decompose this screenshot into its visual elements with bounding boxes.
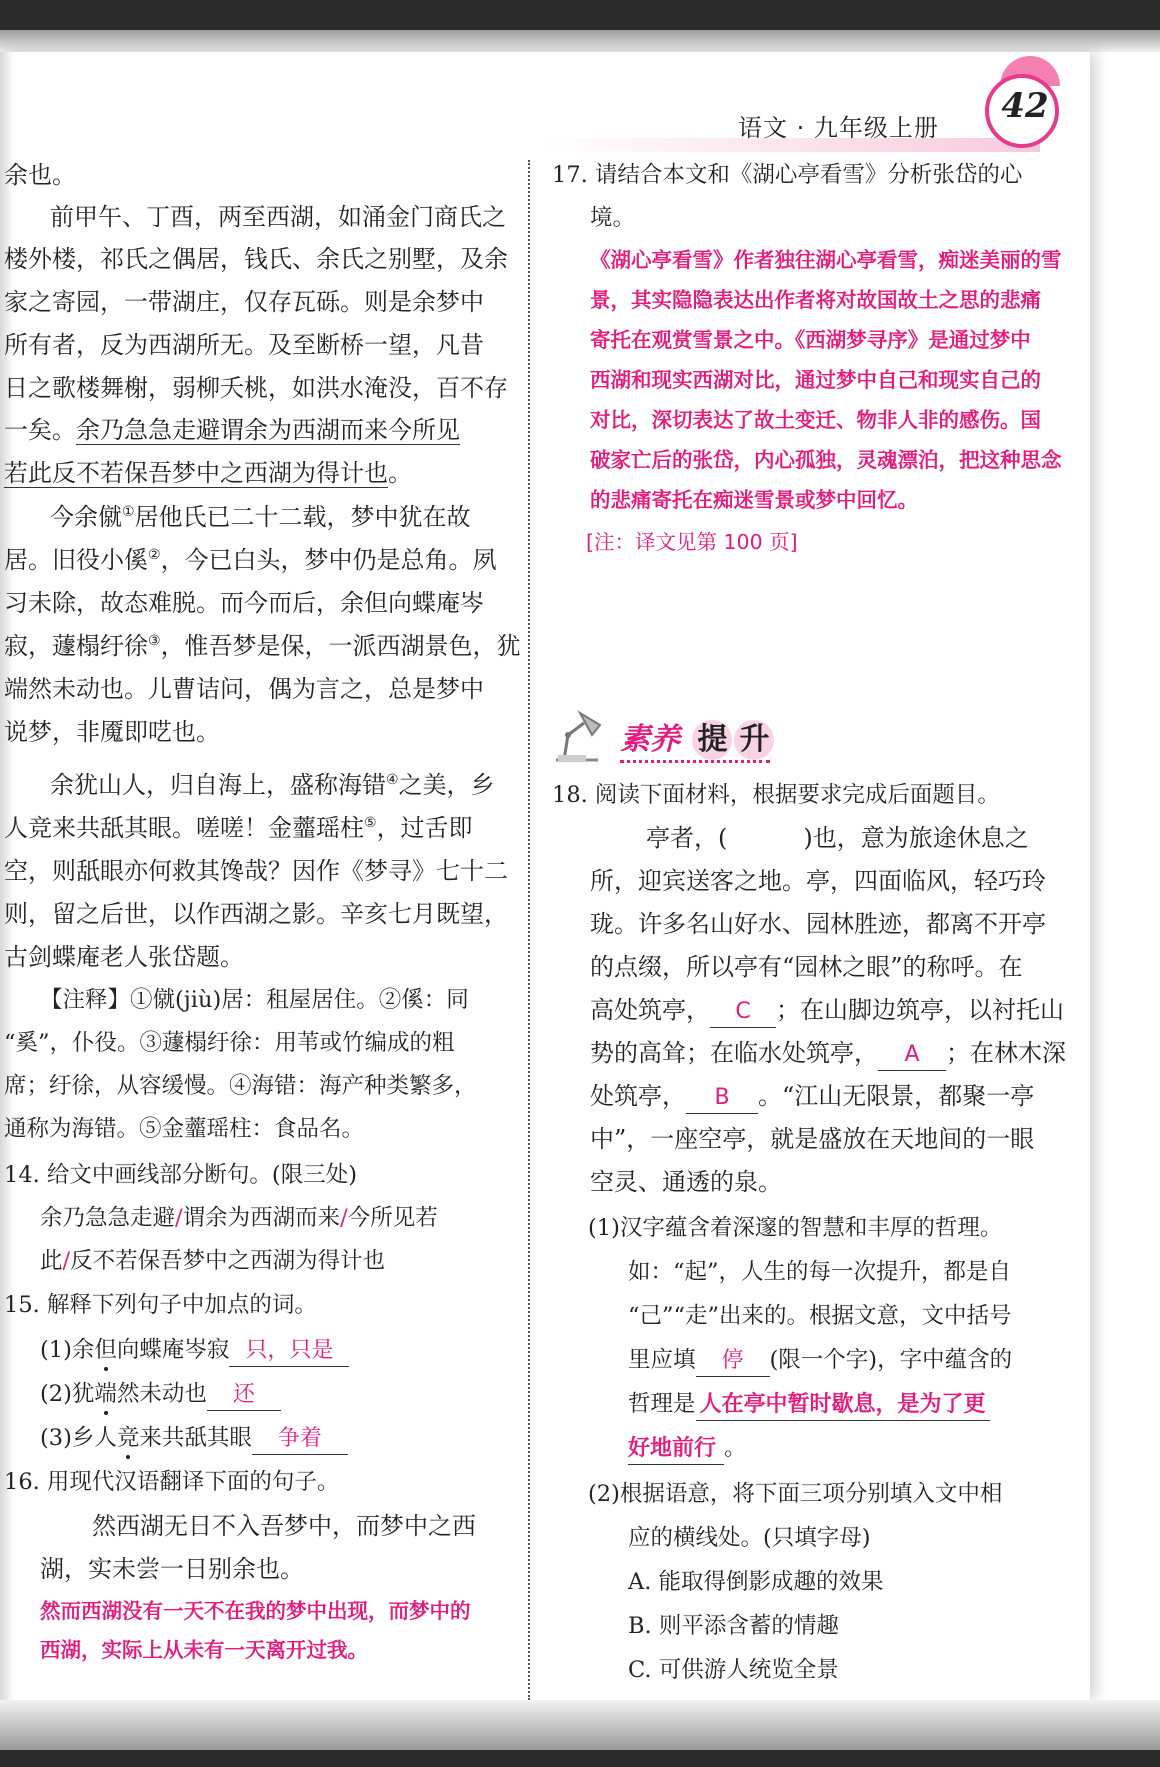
passage-line: 所，迎宾送客之地。亭，四面临风，轻巧玲 [590, 867, 1046, 895]
break-mark: / [175, 1205, 183, 1231]
text-line: 所有者，反为西湖所无。及至断桥一望，凡昔 [4, 331, 484, 359]
q17-answer: 《湖心亭看雪》作者独往湖心亭看雪，痴迷美丽的雪 [590, 248, 1062, 272]
q15-item: (1)余但向蝶庵岑寂 只，只是 [40, 1335, 349, 1367]
subquestion-1: 好地前行 。 [628, 1433, 747, 1465]
question-16: 16. 用现代汉语翻译下面的句子。 [4, 1469, 340, 1495]
heading-underline [620, 760, 770, 763]
passage-line: 亭者，( )也，意为旅途休息之 [646, 824, 1029, 852]
dotted-word: 但 [94, 1337, 117, 1363]
answer-blank: B [686, 1083, 758, 1114]
passage-line: 空灵、通透的泉。 [590, 1168, 782, 1196]
text-line: 楼外楼，祁氏之偶居，钱氏、余氏之别墅，及余 [4, 245, 508, 273]
q16-sentence: 湖，实未尝一日别余也。 [40, 1555, 304, 1583]
text-line: 说梦，非魇即呓也。 [4, 718, 220, 746]
question-15: 15. 解释下列句子中加点的词。 [4, 1292, 317, 1318]
q16-sentence: 然西湖无日不入吾梦中，而梦中之西 [92, 1512, 476, 1540]
q15-item: (2)犹端然未动也 还 [40, 1379, 281, 1411]
page-shadow-bottom [0, 1700, 1160, 1750]
text-line: 空，则舐眼亦何救其馋哉？因作《梦寻》七十二 [4, 857, 508, 885]
page-number: 42 [1001, 86, 1049, 126]
passage-line: 高处筑亭， C ；在山脚边筑亭，以衬托山 [590, 995, 1064, 1028]
option-a: A. 能取得倒影成趣的效果 [628, 1569, 884, 1595]
text-line: 日之歌楼舞榭，弱柳夭桃，如洪水淹没，百不存 [4, 374, 508, 402]
text-line: 端然未动也。儿曹诘问，偶为言之，总是梦中 [4, 675, 484, 703]
dotted-word: 竞 [116, 1425, 140, 1451]
subquestion-1: 如：“起”，人生的每一次提升，都是自 [628, 1259, 1012, 1285]
text-line: 人竞来共舐其眼。嗟嗟！金虀瑶柱⑤，过舌即 [4, 814, 473, 842]
annotation-line: 【注释】①僦(jiù)居：租屋居住。②傒：同 [40, 987, 469, 1013]
text-line: 则，留之后世，以作西湖之影。辛亥七月既望， [4, 900, 508, 928]
answer-blank: 还 [207, 1380, 281, 1411]
footnote-marker: ③ [148, 633, 161, 649]
footnote-marker: ⑤ [364, 815, 377, 831]
viewer-bottom-bar [0, 1750, 1160, 1767]
q17-answer: 对比，深切表达了故土变迁、物非人非的感伤。国 [590, 408, 1041, 432]
q17-answer: 景，其实隐隐表达出作者将对故国故土之思的悲痛 [590, 288, 1041, 312]
q17-answer: 破家亡后的张岱，内心孤独，灵魂漂泊，把这种思念 [590, 448, 1062, 472]
text-line: 古剑蝶庵老人张岱题。 [4, 943, 244, 971]
running-header: 语文 · 九年级上册 [738, 114, 939, 142]
text-line: 若此反不若保吾梦中之西湖为得计也。 [4, 459, 412, 487]
translation-note: [注：译文见第 100 页] [586, 530, 798, 554]
underlined-passage: 余乃急急走避谓余为西湖而来今所见 [76, 416, 460, 444]
answer-blank: 人在亭中暂时歇息，是为了更 [696, 1390, 990, 1421]
q15-item: (3)乡人竞来共舐其眼 争着 [40, 1423, 348, 1455]
text-line: 一矣。余乃急急走避谓余为西湖而来今所见 [4, 416, 460, 444]
passage-line: 势的高耸；在临水处筑亭， A ；在林木深 [590, 1038, 1066, 1071]
option-b: B. 则平添含蓄的情趣 [628, 1613, 839, 1639]
underlined-passage: 若此反不若保吾梦中之西湖为得计也 [4, 459, 388, 487]
answer-blank: 停 [696, 1346, 770, 1377]
viewer-top-bar [0, 0, 1160, 30]
subquestion-2: 应的横线处。(只填字母) [628, 1525, 871, 1551]
answer-blank: 只，只是 [229, 1336, 349, 1367]
q14-answer-line: 余乃急急走避/谓余为西湖而来/今所见若 [40, 1205, 438, 1231]
answer-blank: 争着 [252, 1424, 348, 1455]
question-18: 18. 阅读下面材料，根据要求完成后面题目。 [552, 782, 1000, 808]
subquestion-1: (1)汉字蕴含着深邃的智慧和丰厚的哲理。 [588, 1215, 1003, 1241]
q17-answer: 的悲痛寄托在痴迷雪景或梦中回忆。 [590, 488, 918, 512]
text-line: 居。旧役小傒②，今已白头，梦中仍是总角。夙 [4, 546, 497, 574]
text-line: 前甲午、丁酉，两至西湖，如涌金门商氏之 [50, 203, 506, 231]
page-shadow-top [0, 30, 1160, 52]
question-14: 14. 给文中画线部分断句。(限三处) [4, 1162, 357, 1188]
answer-blank: C [710, 997, 776, 1028]
subquestion-1: “己”“走”出来的。根据文意，文中括号 [628, 1303, 1012, 1329]
annotation-line: 通称为海错。⑤金虀瑶柱：食品名。 [4, 1116, 365, 1142]
subquestion-1: 里应填 停 (限一个字)，字中蕴含的 [628, 1345, 1012, 1377]
text-line: 余也。 [4, 161, 76, 189]
section-heading: 素养 提 升 [620, 720, 774, 760]
break-mark: / [62, 1248, 71, 1274]
dotted-word: 端 [94, 1381, 117, 1407]
lamp-icon [546, 705, 608, 765]
q16-answer: 西湖，实际上从未有一天离开过我。 [40, 1638, 368, 1662]
text-line: 习未除，故态难脱。而今而后，余但向蝶庵岑 [4, 589, 484, 617]
q16-answer: 然而西湖没有一天不在我的梦中出现，而梦中的 [40, 1599, 471, 1623]
text-line: 寂，蘧榻纡徐③，惟吾梦是保，一派西湖景色，犹 [4, 632, 521, 660]
q14-answer-line: 此/反不若保吾梦中之西湖为得计也 [40, 1248, 386, 1274]
answer-blank: A [878, 1040, 946, 1071]
column-divider [528, 160, 530, 1700]
text-line: 今余僦①居他氏已二十二载，梦中犹在故 [50, 503, 471, 531]
footnote-marker: ① [122, 504, 135, 520]
footnote-marker: ④ [386, 772, 399, 788]
option-c: C. 可供游人统览全景 [628, 1657, 839, 1683]
subquestion-1: 哲理是 人在亭中暂时歇息，是为了更 [628, 1389, 990, 1421]
passage-line: 的点缀，所以亭有“园林之眼”的称呼。在 [590, 953, 1023, 981]
annotation-line: “奚”，仆役。③蘧榻纡徐：用苇或竹编成的粗 [4, 1030, 455, 1056]
text-line: 家之寄园，一带湖庄，仅存瓦砾。则是余梦中 [4, 288, 484, 316]
break-mark: / [340, 1205, 348, 1231]
answer-blank: 好地前行 [628, 1434, 724, 1465]
q17-answer: 西湖和现实西湖对比，通过梦中自己和现实自己的 [590, 368, 1041, 392]
subquestion-2: (2)根据语意，将下面三项分别填入文中相 [588, 1481, 1003, 1507]
q17-answer: 寄托在观赏雪景之中。《西湖梦寻序》是通过梦中 [590, 328, 1031, 352]
passage-line: 珑。许多名山好水、园林胜迹，都离不开亭 [590, 910, 1046, 938]
passage-line: 处筑亭， B 。“江山无限景，都聚一亭 [590, 1081, 1034, 1114]
question-17: 17. 请结合本文和《湖心亭看雪》分析张岱的心 [552, 162, 1023, 188]
question-17: 境。 [590, 205, 636, 231]
annotation-line: 席；纡徐，从容缓慢。④海错：海产种类繁多， [4, 1073, 477, 1099]
footnote-marker: ② [148, 547, 161, 563]
passage-line: 中”，一座空亭，就是盛放在天地间的一眼 [590, 1125, 1035, 1153]
text-line: 余犹山人，归自海上，盛称海错④之美，乡 [50, 771, 495, 799]
